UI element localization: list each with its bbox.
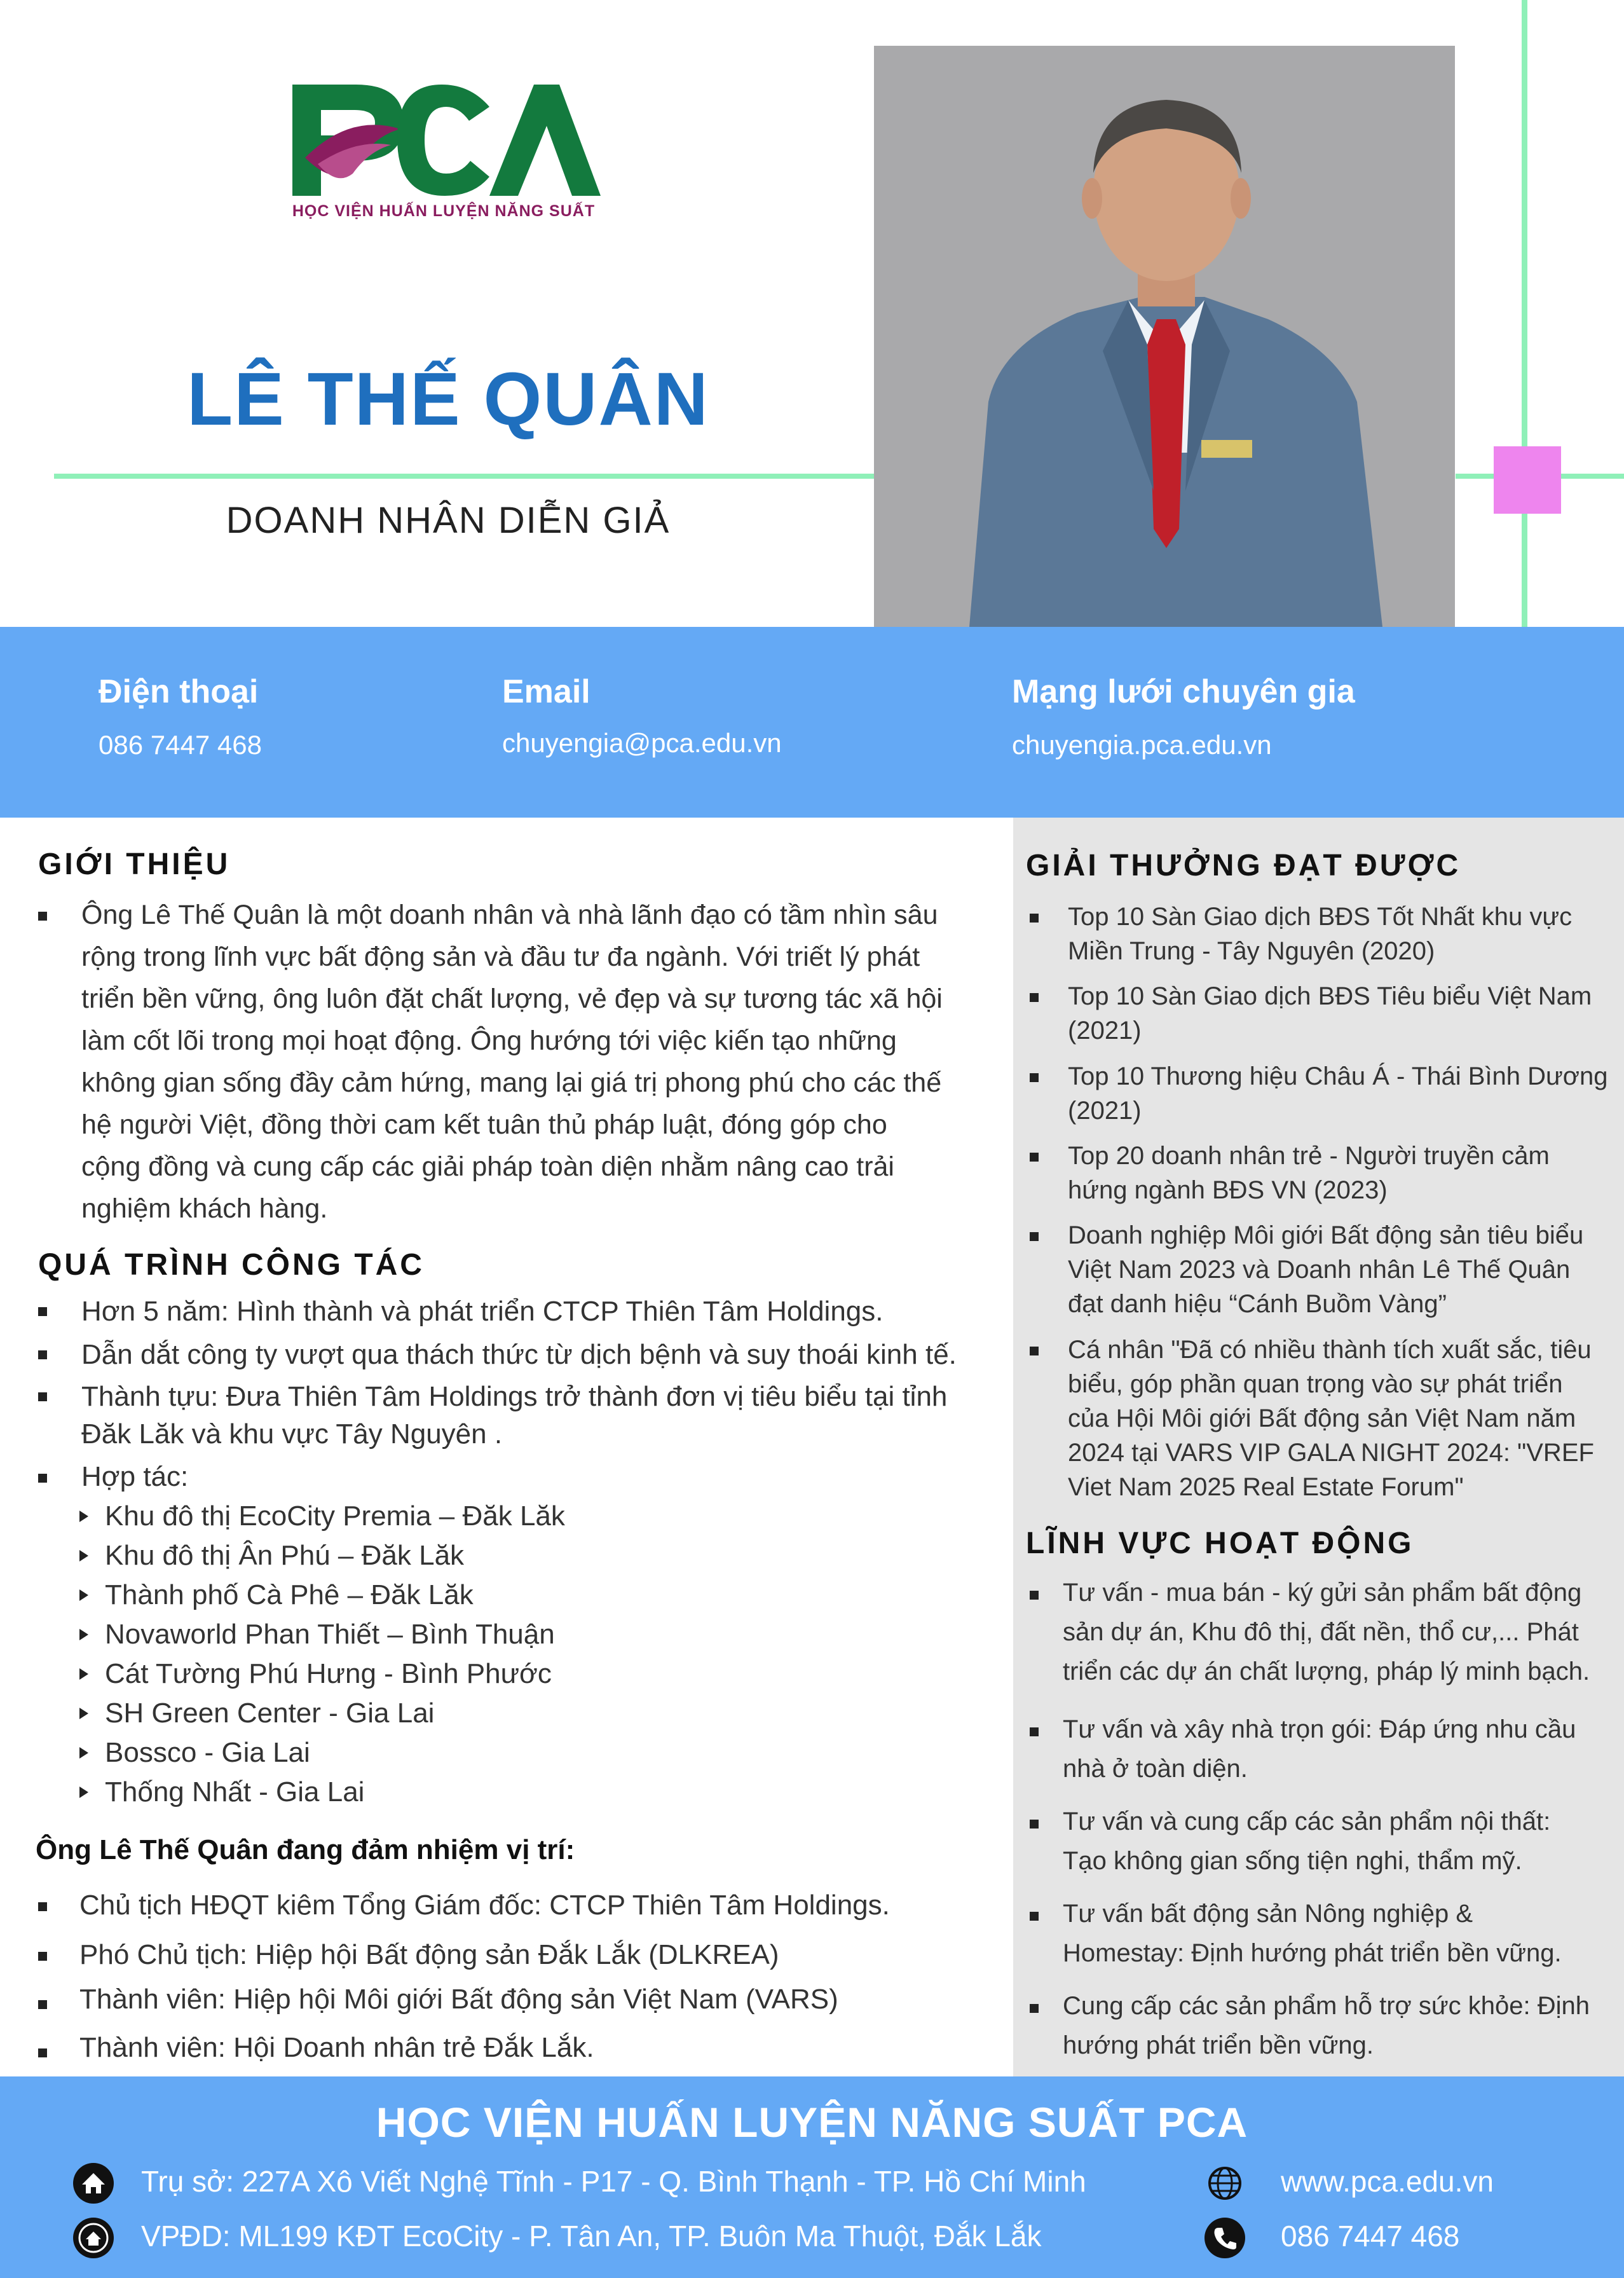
field-line: Tư vấn và cung cấp các sản phẩm nội thất: bbox=[1063, 1808, 1551, 1835]
field-bullet bbox=[1030, 1591, 1039, 1600]
partner-arrow bbox=[79, 1511, 88, 1522]
position-bullet bbox=[38, 1952, 47, 1961]
decor-pink-square bbox=[1494, 446, 1561, 514]
award-line: Cá nhân "Đã có nhiều thành tích xuất sắc, tiêu bbox=[1068, 1336, 1592, 1364]
partner-item: Bossco - Gia Lai bbox=[105, 1737, 310, 1768]
career-bullet bbox=[38, 1474, 47, 1483]
award-line: Doanh nghiệp Môi giới Bất động sản tiêu biểu bbox=[1068, 1221, 1584, 1249]
network-value[interactable]: chuyengia.pca.edu.vn bbox=[1012, 730, 1272, 760]
partner-arrow bbox=[79, 1668, 88, 1680]
partner-item: Khu đô thị EcoCity Premia – Đăk Lăk bbox=[105, 1500, 565, 1532]
phone-value[interactable]: 086 7447 468 bbox=[99, 730, 262, 760]
award-item bbox=[1068, 1218, 1583, 1321]
award-line: (2021) bbox=[1068, 1017, 1142, 1045]
field-line: nhà ở toàn diện. bbox=[1063, 1755, 1248, 1783]
award-line: Viet Nam 2025 Real Estate Forum" bbox=[1068, 1473, 1464, 1501]
award-line: Việt Nam 2023 và Doanh nhân Lê Thế Quân bbox=[1068, 1256, 1571, 1284]
career-bullet bbox=[38, 1307, 47, 1316]
footer-phone[interactable]: 086 7447 468 bbox=[1281, 2220, 1460, 2253]
intro-line: Ông Lê Thế Quân là một doanh nhân và nhà lãnh đạo có tầm nhìn sâu bbox=[81, 900, 938, 930]
intro-line: cộng đồng và cung cấp các giải pháp toàn diện nhằm nâng cao trải bbox=[81, 1151, 894, 1182]
footer-hq-address: Trụ sở: 227A Xô Viết Nghệ Tĩnh - P17 - Q. Bình Thạnh - TP. Hồ Chí Minh bbox=[141, 2165, 1086, 2198]
field-bullet bbox=[1030, 1912, 1039, 1921]
position-item: Chủ tịch HĐQT kiêm Tổng Giám đốc: CTCP Thiên Tâm Holdings. bbox=[79, 1890, 890, 1921]
field-line: Tư vấn và xây nhà trọn gói: Đáp ứng nhu cầu bbox=[1063, 1715, 1576, 1743]
award-line: Top 20 doanh nhân trẻ - Người truyền cảm bbox=[1068, 1142, 1550, 1170]
career-item: Hợp tác: bbox=[81, 1461, 189, 1492]
field-line: hướng phát triển bền vững. bbox=[1063, 2031, 1374, 2059]
field-item bbox=[1063, 1802, 1550, 1881]
partner-arrow bbox=[79, 1787, 88, 1798]
email-value[interactable]: chuyengia@pca.edu.vn bbox=[502, 728, 782, 758]
career-item: Dẫn dắt công ty vượt qua thách thức từ dịch bệnh và suy thoái kinh tế. bbox=[81, 1339, 957, 1370]
career-bullet bbox=[38, 1350, 47, 1359]
award-line: (2021) bbox=[1068, 1097, 1142, 1125]
field-line: Cung cấp các sản phẩm hỗ trợ sức khỏe: Định bbox=[1063, 1992, 1590, 2020]
intro-line: triển bền vững, ông luôn đặt chất lượng, vẻ đẹp và sự tương tác xã hội bbox=[81, 984, 943, 1014]
award-line: 2024 tại VARS VIP GALA NIGHT 2024: "VREF bbox=[1068, 1439, 1594, 1467]
field-line: Tạo không gian sống tiện nghi, thẩm mỹ. bbox=[1063, 1847, 1522, 1875]
portrait-illustration bbox=[874, 46, 1455, 627]
intro-bullet bbox=[38, 912, 47, 921]
network-label: Mạng lưới chuyên gia bbox=[1012, 673, 1355, 710]
intro-line: hệ người Việt, đồng thời cam kết tuân thủ pháp luật, đóng góp cho bbox=[81, 1109, 887, 1140]
field-line: Tư vấn - mua bán - ký gửi sản phẩm bất động bbox=[1063, 1579, 1582, 1607]
footer-title: HỌC VIỆN HUẤN LUYỆN NĂNG SUẤT PCA bbox=[376, 2099, 1248, 2146]
decor-horizontal-line bbox=[54, 474, 874, 479]
partner-item: Novaworld Phan Thiết – Bình Thuận bbox=[105, 1619, 555, 1650]
award-line: Top 10 Sàn Giao dịch BĐS Tiêu biểu Việt Nam bbox=[1068, 982, 1592, 1010]
globe-icon bbox=[1204, 2163, 1245, 2204]
positions-heading: Ông Lê Thế Quân đang đảm nhiệm vị trí: bbox=[36, 1834, 575, 1865]
field-item bbox=[1063, 1986, 1590, 2065]
intro-line: làm cốt lõi trong mọi hoạt động. Ông hướng tới việc kiến tạo những bbox=[81, 1026, 897, 1056]
field-bullet bbox=[1030, 1820, 1039, 1829]
award-line: biểu, góp phần quan trọng vào sự phát triển bbox=[1068, 1370, 1563, 1398]
partner-arrow bbox=[79, 1708, 88, 1719]
intro-line: rộng trong lĩnh vực bất động sản và đầu tư đa ngành. Với triết lý phát bbox=[81, 942, 920, 972]
partner-item: Thành phố Cà Phê – Đăk Lăk bbox=[105, 1579, 474, 1610]
field-line: Homestay: Định hướng phát triển bền vững. bbox=[1063, 1939, 1562, 1967]
award-line: đạt danh hiệu “Cánh Buồm Vàng” bbox=[1068, 1290, 1447, 1318]
award-bullet bbox=[1030, 1073, 1039, 1082]
partner-item: Cát Tường Phú Hưng - Bình Phước bbox=[105, 1658, 552, 1689]
footer-website[interactable]: www.pca.edu.vn bbox=[1281, 2165, 1494, 2198]
fields-title: LĨNH VỰC HOẠT ĐỘNG bbox=[1026, 1527, 1414, 1560]
profile-role: DOANH NHÂN DIỄN GIẢ bbox=[226, 500, 671, 541]
position-item: Phó Chủ tịch: Hiệp hội Bất động sản Đắk Lắk (DLKREA) bbox=[79, 1939, 779, 1970]
career-item: Thành tựu: Đưa Thiên Tâm Holdings trở thành đơn vị tiêu biểu tại tỉnh bbox=[81, 1381, 948, 1412]
award-item bbox=[1068, 1139, 1550, 1207]
field-line: sản dự án, Khu đô thị, đất nền, thổ cư,... Phát bbox=[1063, 1618, 1579, 1646]
footer-rep-address: VPĐD: ML199 KĐT EcoCity - P. Tân An, TP. Buôn Ma Thuột, Đắk Lắk bbox=[141, 2220, 1042, 2253]
award-line: Top 10 Thương hiệu Châu Á - Thái Bình Dương bbox=[1068, 1062, 1608, 1090]
award-bullet bbox=[1030, 993, 1039, 1002]
award-bullet bbox=[1030, 914, 1039, 923]
field-item bbox=[1063, 1894, 1562, 1973]
field-bullet bbox=[1030, 2004, 1039, 2013]
award-line: Top 10 Sàn Giao dịch BĐS Tốt Nhất khu vực bbox=[1068, 903, 1573, 931]
award-item bbox=[1068, 979, 1592, 1048]
office-icon bbox=[73, 2218, 114, 2258]
intro-title: GIỚI THIỆU bbox=[38, 847, 231, 881]
profile-name: LÊ THẾ QUÂN bbox=[187, 357, 709, 441]
position-item: Thành viên: Hiệp hội Môi giới Bất động sản Việt Nam (VARS) bbox=[79, 1984, 838, 2015]
partner-arrow bbox=[79, 1629, 88, 1640]
email-label: Email bbox=[502, 673, 590, 710]
partner-arrow bbox=[79, 1747, 88, 1759]
field-item bbox=[1063, 1710, 1576, 1788]
partner-item: Thống Nhất - Gia Lai bbox=[105, 1776, 365, 1808]
awards-title: GIẢI THƯỞNG ĐẠT ĐƯỢC bbox=[1026, 849, 1461, 882]
career-item-cont: Đăk Lăk và khu vực Tây Nguyên . bbox=[81, 1418, 503, 1450]
portrait-photo bbox=[874, 46, 1455, 627]
field-item bbox=[1063, 1573, 1590, 1691]
award-item bbox=[1068, 1333, 1594, 1504]
award-bullet bbox=[1030, 1153, 1039, 1162]
award-line: Miền Trung - Tây Nguyên (2020) bbox=[1068, 937, 1435, 965]
field-bullet bbox=[1030, 1727, 1039, 1736]
phone-icon bbox=[1204, 2218, 1245, 2258]
intro-paragraph bbox=[81, 894, 952, 1230]
intro-line: nghiệm khách hàng. bbox=[81, 1193, 328, 1224]
partner-item: SH Green Center - Gia Lai bbox=[105, 1698, 435, 1729]
position-bullet bbox=[38, 2000, 47, 2009]
career-title: QUÁ TRÌNH CÔNG TÁC bbox=[38, 1248, 425, 1282]
award-item bbox=[1068, 1059, 1607, 1128]
career-bullet bbox=[38, 1392, 47, 1401]
decor-vertical-line bbox=[1522, 0, 1527, 627]
field-line: triển các dự án chất lượng, pháp lý minh bạch. bbox=[1063, 1657, 1590, 1685]
intro-line: không gian sống đầy cảm hứng, mang lại giá trị phong phú cho các thế bbox=[81, 1067, 942, 1098]
position-bullet bbox=[38, 1902, 47, 1911]
contact-band bbox=[0, 627, 1624, 818]
partner-arrow bbox=[79, 1550, 88, 1561]
logo-tagline: HỌC VIỆN HUẤN LUYỆN NĂNG SUẤT bbox=[292, 202, 596, 220]
partner-arrow bbox=[79, 1589, 88, 1601]
award-item bbox=[1068, 900, 1572, 968]
field-line: Tư vấn bất động sản Nông nghiệp & bbox=[1063, 1900, 1473, 1928]
award-bullet bbox=[1030, 1232, 1039, 1241]
phone-label: Điện thoại bbox=[99, 673, 259, 710]
award-line: của Hội Môi giới Bất động sản Việt Nam năm bbox=[1068, 1404, 1576, 1432]
position-bullet bbox=[38, 2048, 47, 2057]
partner-item: Khu đô thị Ân Phú – Đăk Lăk bbox=[105, 1540, 465, 1571]
award-bullet bbox=[1030, 1347, 1039, 1355]
pca-logo-mark bbox=[280, 75, 607, 202]
career-item: Hơn 5 năm: Hình thành và phát triển CTCP Thiên Tâm Holdings. bbox=[81, 1296, 884, 1327]
award-line: hứng ngành BĐS VN (2023) bbox=[1068, 1176, 1388, 1204]
position-item: Thành viên: Hội Doanh nhân trẻ Đắk Lắk. bbox=[79, 2032, 594, 2063]
home-icon bbox=[73, 2163, 114, 2204]
